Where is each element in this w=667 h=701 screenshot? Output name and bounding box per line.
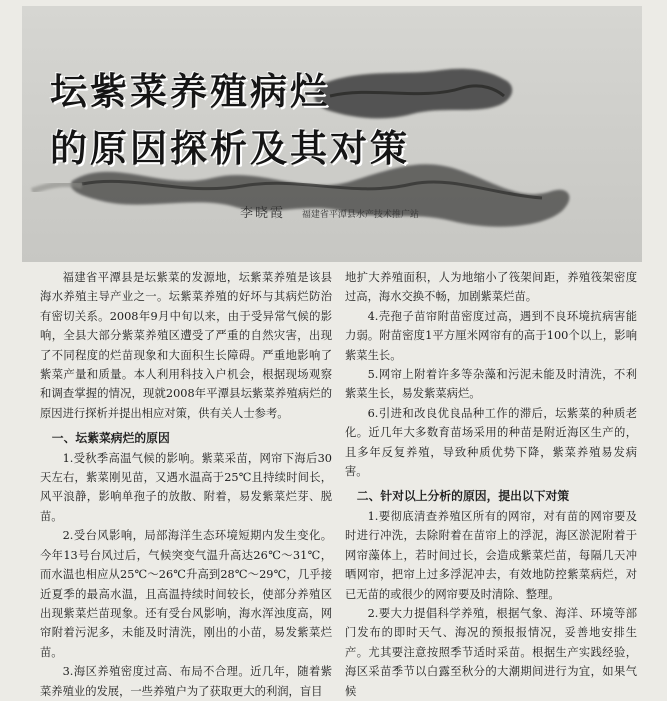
title-line-2: 的原因探析及其对策 bbox=[50, 127, 410, 170]
article-column-right bbox=[345, 268, 637, 701]
cause-1-paragraph: 1.受秋季高温气候的影响。紫菜采苗，网帘下海后30天左右，紫菜刚见苗，又遇水温高于25℃且持续时间长，风平浪静，影响单孢子的放散、附着，易发紫菜烂芽、脱苗。 bbox=[40, 451, 332, 523]
cause-2-paragraph: 2.受台风影响，局部海洋生态环境短期内发生变化。今年13号台风过后，气候突变气温升高达26℃～31℃，而水温也相应从25℃～26℃升高到28℃～29℃，几乎接近夏季的最高水温，且高温持续时间较长，使部分养殖区出现紫菜烂苗现象。还有受台风影响，海水浑浊度高，网帘附着污泥多，未能及时清洗，刚出的小苗，易发紫菜烂苗。 bbox=[40, 529, 332, 659]
author-name: 李晓霞 bbox=[240, 206, 286, 221]
article-column-left bbox=[40, 268, 332, 701]
measure-1-paragraph: 1.要彻底清查养殖区所有的网帘，对有苗的网帘要及时进行冲洗，去除附着在苗帘上的浮泥，海区淤泥附着于网帘藻体上，若时间过长，会造成紫菜烂苗，每隔几天冲晒网帘，把帘上过多浮泥冲去，有效地防控紫菜病烂，对已无苗的或很少的网帘要及时清除、整理。 bbox=[345, 509, 637, 601]
cause-3-continued: 地扩大养殖面积，人为地缩小了筏架间距，养殖筏架密度过高，海水交换不畅，加剧紫菜烂苗。 bbox=[345, 271, 637, 304]
intro-paragraph: 福建省平潭县是坛紫菜的发源地，坛紫菜养殖是该县海水养殖主导产业之一。坛紫菜养殖的好坏与其病烂防治有密切关系。2008年9月中旬以来，由于受异常气候的影响，全县大部分紫菜养殖区遭受了严重的自然灾害，出现了不同程度的烂苗现象和大面积生长障碍。严重地影响了紫菜产量和质量。本人利用科技入户机会，根据现场观察和调查掌握的情况，现就2008年平潭县坛紫菜养殖病烂的原因进行探析并提出相应对策，供有关人士参考。 bbox=[40, 271, 332, 420]
title-line-1: 坛紫菜养殖病烂 bbox=[50, 70, 330, 113]
author-affiliation: 福建省平潭县水产技术推广站 bbox=[301, 210, 419, 220]
cause-5-paragraph: 5.网帘上附着许多等杂藻和污泥未能及时清洗，不利紫菜生长，易发紫菜病烂。 bbox=[345, 368, 637, 401]
byline bbox=[240, 202, 419, 221]
cause-3-paragraph: 3.海区养殖密度过高、布局不合理。近几年，随着紫菜养殖业的发展，一些养殖户为了获取更大的利润，盲目 bbox=[40, 665, 332, 698]
section-heading-causes: 一、坛紫菜病烂的原因 bbox=[51, 431, 170, 446]
header-banner bbox=[22, 6, 642, 262]
cause-4-paragraph: 4.壳孢子苗帘附苗密度过高，遇到不良环境抗病害能力弱。附苗密度1平方厘米网帘有的高于100个以上，影响紫菜生长。 bbox=[345, 309, 637, 362]
section-heading-countermeasures: 二、针对以上分析的原因，提出以下对策 bbox=[356, 489, 570, 504]
cause-6-paragraph: 6.引进和改良优良品种工作的滞后，坛紫菜的种质老化。近几年大多数育苗场采用的种苗是附近海区生产的，且多年反复养殖，导致种质优势下降，紫菜养殖易发病害。 bbox=[345, 406, 637, 479]
measure-2-paragraph: 2.要大力提倡科学养殖，根据气象、海洋、环境等部门发布的即时天气、海况的预报报情况，妥善地安排生产。尤其要注意按照季节适时采苗。根据生产实践经验，海区采苗季节以白露至秋分的大潮期间进行为宜，如果气候 bbox=[345, 606, 637, 698]
